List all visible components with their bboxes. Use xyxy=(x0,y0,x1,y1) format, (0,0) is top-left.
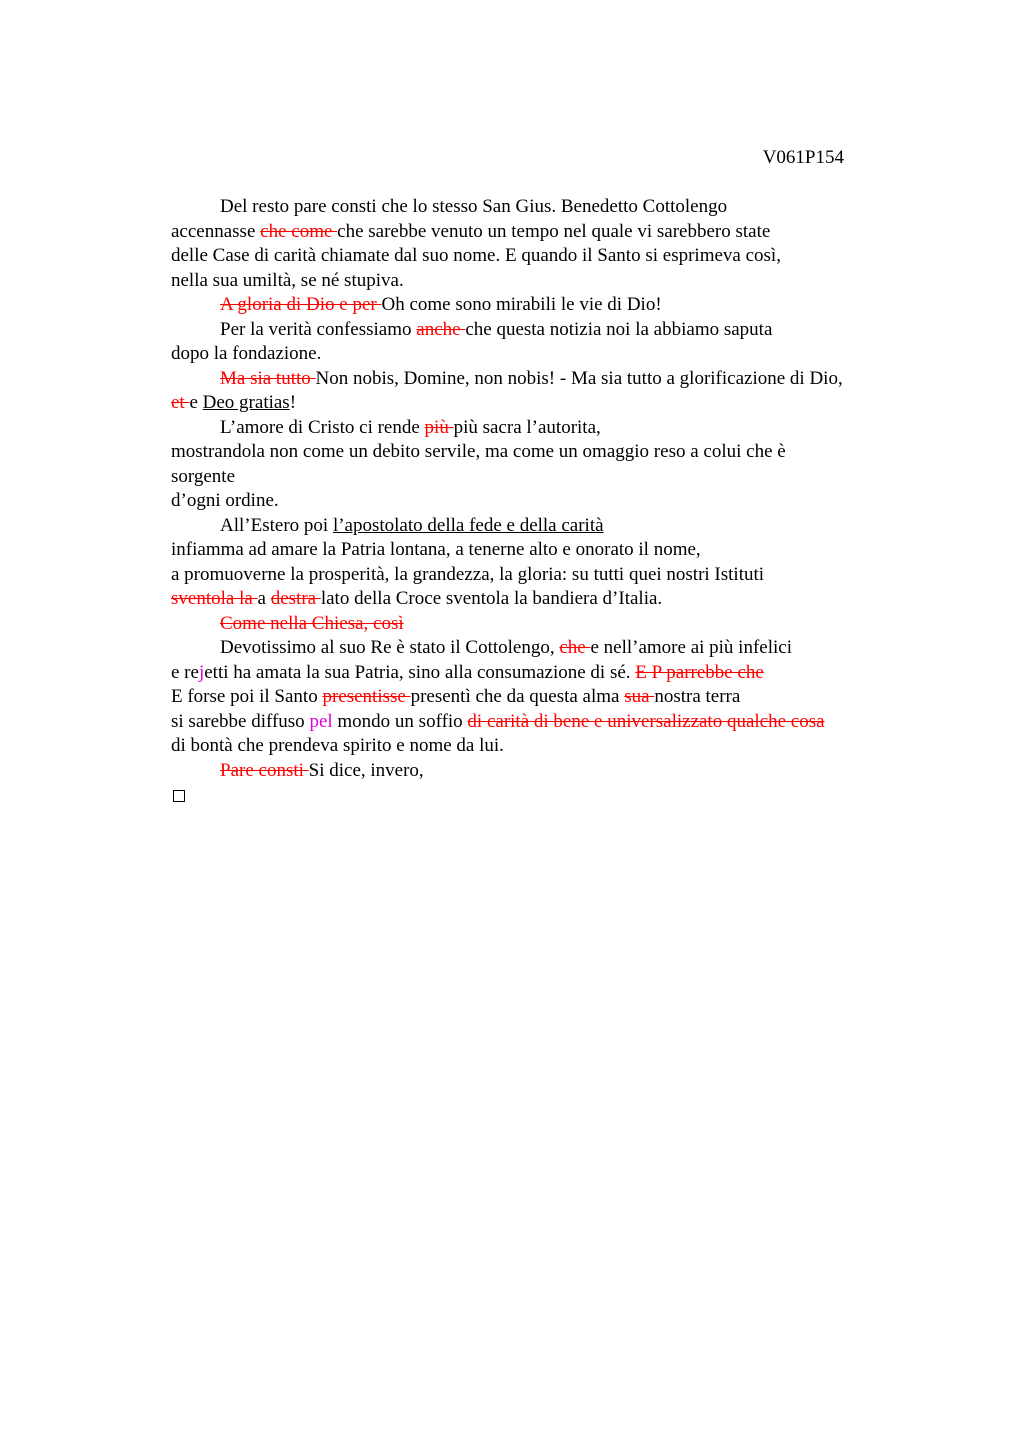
text: accennasse xyxy=(171,220,261,242)
deleted-text: sua xyxy=(624,686,655,707)
text-line xyxy=(171,195,911,220)
text-line xyxy=(171,244,911,269)
text-line xyxy=(171,367,911,392)
text: che sarebbe venuto un tempo nel quale vi sarebbero state xyxy=(337,220,771,242)
text-line xyxy=(171,318,911,343)
text: mostrandola non come un debito servile, ma come un omaggio reso a colui che è xyxy=(171,441,786,462)
text-line xyxy=(171,293,911,318)
deleted-text: di carità di bene e universalizzato qualche cosa xyxy=(467,710,825,732)
text: dopo la fondazione. xyxy=(171,343,322,364)
deleted-text: presentisse xyxy=(322,686,411,707)
text-line xyxy=(171,220,911,245)
text: Devotissimo al suo Re è stato il Cottolengo, xyxy=(220,637,560,658)
underlined-text: Deo gratias xyxy=(202,392,290,413)
text: delle Case di carità chiamate dal suo nome. E quando il Santo si esprimeva così, xyxy=(171,245,781,266)
text: etti ha amata la sua Patria, sino alla consumazione di sé. xyxy=(204,661,636,683)
text: nostra terra xyxy=(654,686,741,707)
text: Oh come sono mirabili le vie di Dio! xyxy=(381,294,662,315)
text-line xyxy=(171,538,911,563)
text: Per la verità confessiamo xyxy=(220,318,417,340)
text: All’Estero poi xyxy=(220,514,333,536)
text-line xyxy=(171,685,911,710)
text: e re xyxy=(171,661,199,683)
text-line xyxy=(171,710,911,735)
deleted-text: che come xyxy=(260,220,338,242)
deleted-text: A gloria di Dio e per xyxy=(220,294,382,315)
text-line xyxy=(171,734,911,759)
text: che questa notizia noi la abbiamo saputa xyxy=(465,318,773,340)
checkbox-square-icon xyxy=(173,790,185,802)
text: mondo un soffio xyxy=(332,710,468,732)
inserted-text: pel xyxy=(309,710,333,732)
text-line xyxy=(171,269,911,294)
text: Si dice, invero, xyxy=(308,759,424,781)
text-line xyxy=(171,342,911,367)
text: ! xyxy=(289,392,297,413)
inserted-text: j xyxy=(198,661,205,683)
text: e xyxy=(189,392,203,413)
text: lato della Croce sventola la bandiera d’Italia. xyxy=(320,588,663,609)
deleted-text: che xyxy=(559,637,591,658)
deleted-text: E P parrebbe che xyxy=(635,661,764,683)
text: nella sua umiltà, se né stupiva. xyxy=(171,269,404,291)
underlined-text: l’apostolato della fede e della carità xyxy=(332,514,604,536)
text-line xyxy=(171,489,911,514)
deleted-text: destra xyxy=(270,588,321,609)
text: E forse poi il Santo xyxy=(171,686,323,707)
deleted-text: anche xyxy=(416,318,466,340)
page-id: V061P154 xyxy=(762,147,844,168)
text: più sacra l’autorita, xyxy=(453,416,601,438)
text-line xyxy=(171,587,911,612)
deleted-text: et xyxy=(171,392,190,413)
text-line xyxy=(171,612,911,637)
text: a xyxy=(257,588,271,609)
text: infiamma ad amare la Patria lontana, a tenerne alto e onorato il nome, xyxy=(171,539,701,560)
text: Del resto pare consti che lo stesso San Gius. Benedetto Cottolengo xyxy=(220,196,728,217)
deleted-text: più xyxy=(424,416,454,438)
text: Non nobis, Domine, non nobis! - Ma sia tutto a glorificazione di Dio, xyxy=(315,367,843,389)
document-body xyxy=(171,195,911,808)
text-line xyxy=(171,416,911,441)
text: di bontà che prendeva spirito e nome da lui. xyxy=(171,735,504,756)
text-line xyxy=(171,636,911,661)
text: si sarebbe diffuso xyxy=(171,710,310,732)
text-line xyxy=(171,514,911,539)
text-line xyxy=(171,440,911,465)
text: L’amore di Cristo ci rende xyxy=(220,416,425,438)
text-line xyxy=(171,759,911,784)
text-line xyxy=(171,563,911,588)
deleted-text: Come nella Chiesa, così xyxy=(220,612,404,634)
text-line xyxy=(171,661,911,686)
text-line xyxy=(171,391,911,416)
text: d’ogni ordine. xyxy=(171,490,279,511)
text: e nell’amore ai più infelici xyxy=(590,637,792,658)
deleted-text: sventola la xyxy=(171,588,258,609)
text: sorgente xyxy=(171,465,236,487)
text-line xyxy=(171,783,911,808)
deleted-text: Ma sia tutto xyxy=(220,367,316,389)
text-line xyxy=(171,465,911,490)
text: a promuoverne la prosperità, la grandezza, la gloria: su tutti quei nostri Istituti xyxy=(171,563,765,585)
text: presentì che da questa alma xyxy=(410,686,625,707)
deleted-text: Pare consti xyxy=(220,759,309,781)
